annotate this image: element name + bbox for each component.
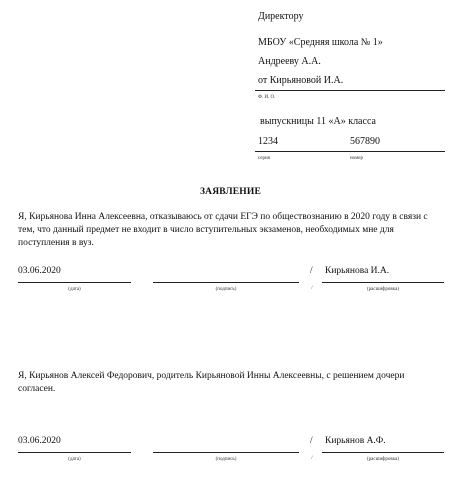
signature2-name: Кирьянов А.Ф. (325, 436, 386, 446)
signature2-date: 03.06.2020 (18, 436, 61, 446)
signature1-sign-caption: (подпись) (215, 287, 237, 292)
signature1-decode-caption: (расшифровка) (367, 287, 399, 292)
signature2-date-caption: (дата) (68, 457, 81, 462)
signature2-small-slash: / (311, 456, 313, 461)
signature1-name: Кирьянова И.А. (325, 266, 390, 276)
sender-name: от Кирьяновой И.А. (258, 75, 344, 86)
series-caption: серия (258, 156, 270, 161)
signature1-date-caption: (дата) (68, 287, 81, 292)
number-caption: номер (350, 156, 363, 161)
signature2-sign-line (153, 452, 299, 453)
signature1-name-line (322, 282, 444, 283)
passport-underline (255, 151, 445, 152)
recipient-school: МБОУ «Средняя школа № 1» (258, 37, 383, 48)
signature2-slash: / (310, 436, 313, 446)
signature1-small-slash: / (311, 286, 313, 291)
recipient-name: Андрееву А.А. (258, 56, 321, 67)
signature2-name-line (322, 452, 444, 453)
passport-number: 567890 (350, 136, 380, 147)
signature1-date: 03.06.2020 (18, 266, 61, 276)
fio-caption: Ф. И. О. (258, 95, 276, 100)
consent-paragraph: Я, Кирьянов Алексей Федорович, родитель Кирьяновой Инны Алексеевны, с решением дочери согласен. (18, 371, 405, 394)
document-title: ЗАЯВЛЕНИЕ (199, 187, 262, 197)
signature2-date-line (18, 452, 131, 453)
recipient-position: Директору (258, 11, 304, 22)
passport-series: 1234 (258, 136, 278, 147)
signature2-decode-caption: (расшифровка) (367, 457, 399, 462)
statement-paragraph: Я, Кирьянова Инна Алексеевна, отказываюсь от сдачи ЕГЭ по обществознанию в 2020 году в связи с тем, что данный предмет не входит в число вступительных экзаменов, необходимых мне для поступления в вуз. (18, 212, 428, 248)
signature1-date-line (18, 282, 131, 283)
signature1-sign-line (153, 282, 299, 283)
signature1-slash: / (310, 266, 313, 276)
graduate-class: выпускницы 11 «А» класса (260, 116, 376, 127)
sender-underline (255, 90, 445, 91)
signature2-sign-caption: (подпись) (215, 457, 237, 462)
